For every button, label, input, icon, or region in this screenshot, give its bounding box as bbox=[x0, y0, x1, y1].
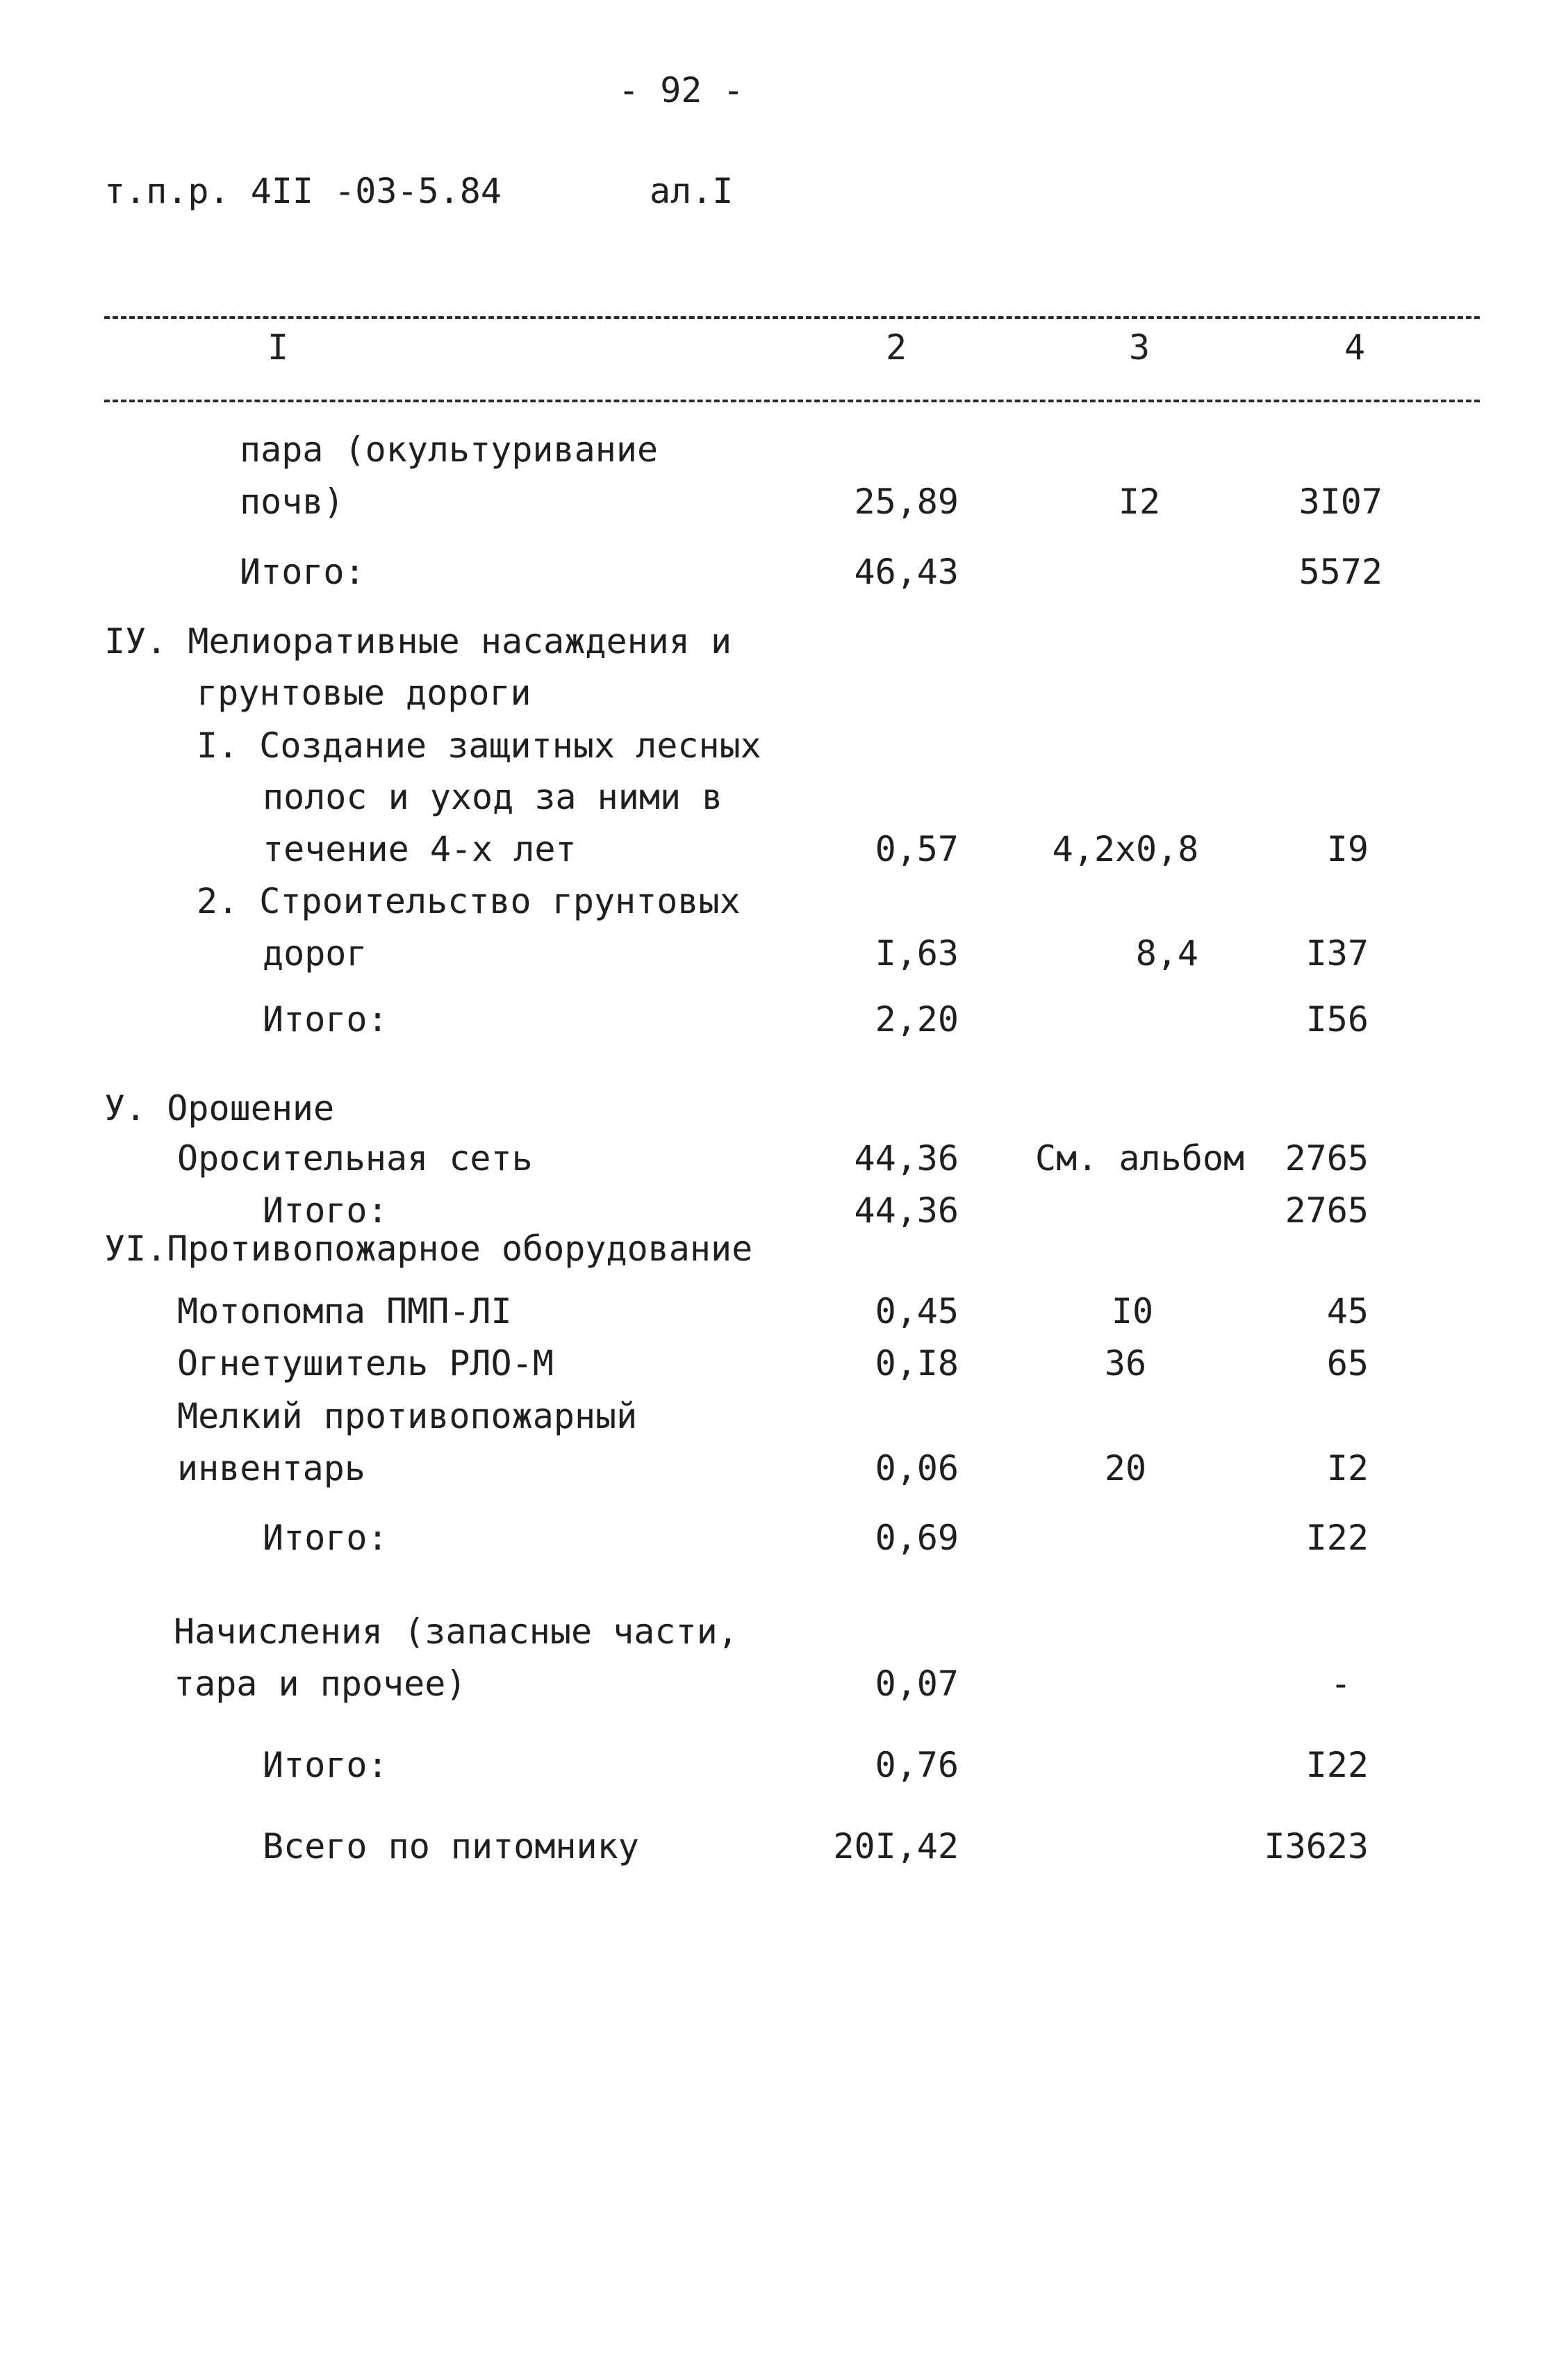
column-header-4: 4 bbox=[1344, 327, 1366, 368]
row-area: 44,36 bbox=[854, 1190, 959, 1231]
row-label: Итого: bbox=[263, 1745, 388, 1785]
row-area: 0,57 bbox=[875, 829, 959, 869]
row-label: Мотопомпа ПМП-ЛI bbox=[177, 1291, 512, 1331]
row-norm: I2 bbox=[1118, 482, 1161, 522]
row-area: 2,20 bbox=[875, 999, 959, 1040]
table-top-rule bbox=[104, 316, 1480, 319]
row-cost: I56 bbox=[1305, 999, 1369, 1040]
section-title: IУ. Мелиоративные насаждения и bbox=[104, 621, 732, 662]
row-cost: 65 bbox=[1326, 1343, 1369, 1384]
row-label: Итого: bbox=[263, 1518, 388, 1558]
row-area: 25,89 bbox=[854, 482, 959, 522]
album-label: ал.I bbox=[650, 171, 734, 211]
row-area: 0,69 bbox=[875, 1518, 959, 1558]
row-cost: I9 bbox=[1326, 829, 1369, 869]
section-title: УI.Противопожарное оборудование bbox=[104, 1229, 753, 1269]
column-header-3: 3 bbox=[1128, 327, 1150, 368]
row-label: 2. Строительство грунтовых bbox=[197, 881, 741, 921]
column-header-2: 2 bbox=[885, 327, 907, 368]
page-number: - 92 - bbox=[618, 70, 744, 110]
row-label: инвентарь bbox=[177, 1448, 365, 1488]
row-area: 0,07 bbox=[875, 1664, 959, 1704]
column-header-1: I bbox=[267, 327, 289, 368]
row-label: полос и уход за ними в bbox=[263, 777, 723, 817]
row-cost: 2765 bbox=[1285, 1138, 1369, 1179]
row-area: 0,76 bbox=[875, 1745, 959, 1785]
table-header-rule bbox=[104, 400, 1480, 402]
row-label: дорог bbox=[263, 933, 368, 974]
row-area: 0,I8 bbox=[875, 1343, 959, 1384]
grand-total-cost: I3623 bbox=[1264, 1826, 1369, 1866]
row-label: грунтовые дороги bbox=[197, 673, 531, 713]
row-cost: I22 bbox=[1305, 1745, 1369, 1785]
row-label: I. Создание защитных лесных bbox=[197, 725, 761, 766]
row-norm: 36 bbox=[1104, 1343, 1147, 1384]
row-cost: I2 bbox=[1326, 1448, 1369, 1488]
row-label: Итого: bbox=[263, 999, 388, 1040]
row-area: 46,43 bbox=[854, 552, 959, 592]
row-label: пара (окультуривание bbox=[240, 429, 659, 470]
grand-total-area: 20I,42 bbox=[833, 1826, 959, 1866]
row-cost: 5572 bbox=[1298, 552, 1383, 592]
row-label: тара и прочее) bbox=[174, 1664, 467, 1704]
row-norm: 4,2x0,8 bbox=[1052, 829, 1199, 869]
row-label: течение 4-х лет bbox=[263, 829, 577, 869]
grand-total-label: Всего по питомнику bbox=[263, 1826, 639, 1866]
row-cost: 3I07 bbox=[1298, 482, 1383, 522]
row-area: 0,06 bbox=[875, 1448, 959, 1488]
row-area: 44,36 bbox=[854, 1138, 959, 1179]
row-norm: 8,4 bbox=[1135, 933, 1198, 974]
row-cost: - bbox=[1330, 1664, 1351, 1704]
row-label: Начисления (запасные части, bbox=[174, 1611, 739, 1652]
row-cost: 2765 bbox=[1285, 1190, 1369, 1231]
row-cost: 45 bbox=[1326, 1291, 1369, 1331]
row-cost: I37 bbox=[1305, 933, 1369, 974]
section-title: У. Орошение bbox=[104, 1088, 335, 1129]
row-norm: I0 bbox=[1111, 1291, 1154, 1331]
row-norm: 20 bbox=[1104, 1448, 1147, 1488]
row-label: почв) bbox=[240, 482, 345, 522]
document-code: т.п.р. 4II -03-5.84 bbox=[104, 171, 502, 211]
row-label: Огнетушитель РЛО-М bbox=[177, 1343, 554, 1384]
row-norm: См. альбом bbox=[1035, 1138, 1245, 1179]
row-label: Итого: bbox=[240, 552, 365, 592]
row-label: Итого: bbox=[263, 1190, 388, 1231]
row-cost: I22 bbox=[1305, 1518, 1369, 1558]
row-label: Мелкий противопожарный bbox=[177, 1396, 638, 1436]
row-label: Оросительная сеть bbox=[177, 1138, 533, 1179]
row-area: I,63 bbox=[875, 933, 959, 974]
row-area: 0,45 bbox=[875, 1291, 959, 1331]
